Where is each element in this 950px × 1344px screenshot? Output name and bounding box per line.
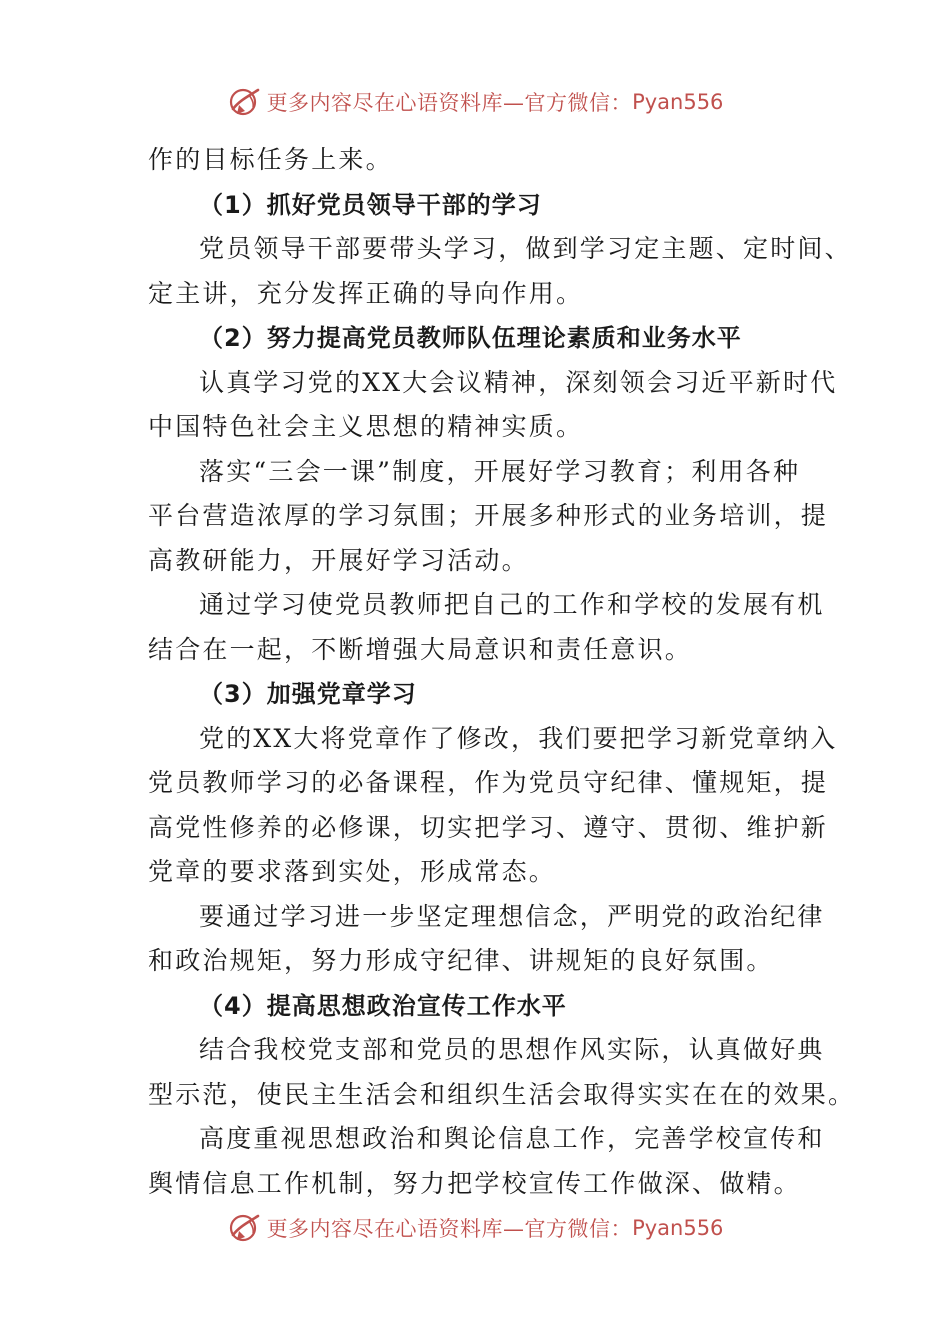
paragraph-line: 和政治规矩，努力形成守纪律、讲规矩的良好氛围。 [148,946,774,975]
wechat-id: Pyan556 [632,1216,724,1240]
paragraph-line: 党的XX大将党章作了修改，我们要把学习新党章纳入 [199,723,838,753]
paragraph-line: 平台营造浓厚的学习氛围；开展多种形式的业务培训，提 [148,501,829,530]
document-body [148,138,856,1206]
paragraph-line: 高度重视思想政治和舆论信息工作，完善学校宣传和 [199,1124,825,1153]
paragraph-line: 通过学习使党员教师把自己的工作和学校的发展有机 [199,590,825,619]
paragraph-line: 党员领导干部要带头学习，做到学习定主题、定时间、 [199,234,852,263]
paragraph-line: 型示范，使民主生活会和组织生活会取得实实在在的效果。 [148,1079,856,1109]
section-heading-4: （4）提高思想政治宣传工作水平 [199,991,567,1020]
pen-logo-icon [227,1211,261,1245]
paragraph-line: 高党性修养的必修课，切实把学习、遵守、贯彻、维护新 [148,812,829,842]
paragraph-line: 结合在一起，不断增强大局意识和责任意识。 [148,634,693,664]
paragraph-line: 结合我校党支部和党员的思想作风实际，认真做好典 [199,1035,825,1064]
header-watermark [0,82,950,122]
paragraph-line: 要通过学习进一步坚定理想信念，严明党的政治纪律 [199,901,825,931]
paragraph-line: 落实“三会一课”制度，开展好学习教育；利用各种 [199,456,801,486]
paragraph-line: 舆情信息工作机制，努力把学校宣传工作做深、做精。 [148,1168,801,1198]
pen-logo-icon [227,85,261,119]
paragraph-line: 高教研能力，开展好学习活动。 [148,545,529,575]
paragraph-line: 作的目标任务上来。 [148,145,393,174]
watermark-text: 更多内容尽在心语资料库—官方微信： [266,91,633,115]
paragraph-line: 党员教师学习的必备课程，作为党员守纪律、懂规矩，提 [148,768,829,797]
footer-watermark [0,1208,950,1248]
paragraph-line: 定主讲，充分发挥正确的导向作用。 [148,278,584,308]
paragraph-line: 认真学习党的XX大会议精神，深刻领会习近平新时代 [199,367,838,397]
wechat-id: Pyan556 [632,90,724,114]
paragraph-line: 党章的要求落到实处，形成常态。 [148,857,557,886]
section-heading-2: （2）努力提高党员教师队伍理论素质和业务水平 [199,324,742,352]
section-heading-3: （3）加强党章学习 [199,680,417,708]
section-heading-1: （1）抓好党员领导干部的学习 [199,190,542,219]
paragraph-line: 中国特色社会主义思想的精神实质。 [148,412,584,441]
watermark-text: 更多内容尽在心语资料库—官方微信： [266,1217,633,1241]
